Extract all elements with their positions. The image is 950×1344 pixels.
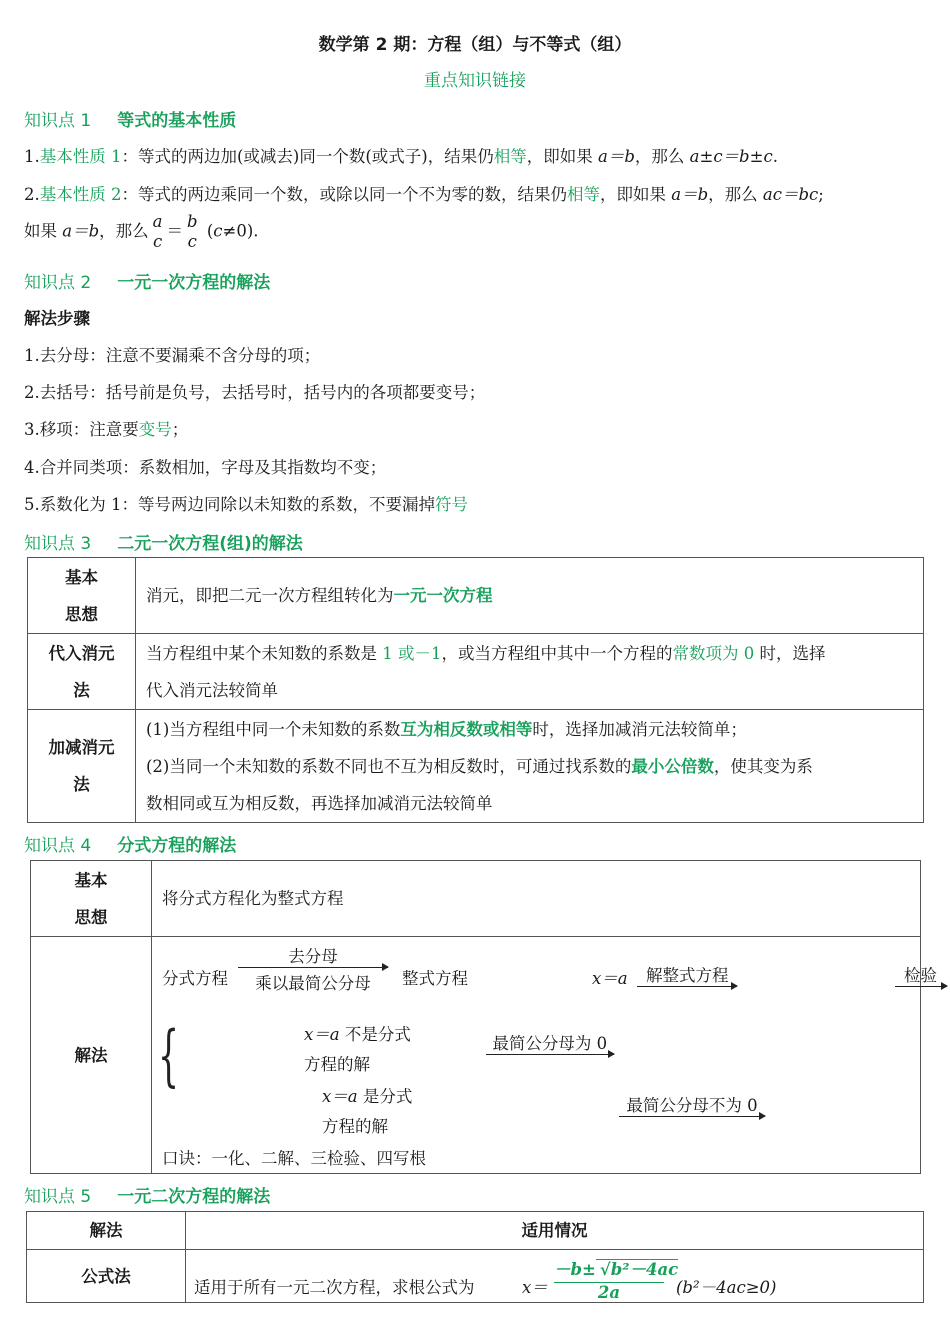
case-1-arrow: 最简公分母为 0	[486, 1034, 614, 1055]
row-head: 解法	[31, 937, 152, 1174]
case-2-result: x＝a 是分式	[322, 1087, 413, 1106]
flow-arrow-3: 检验	[895, 966, 947, 987]
solution-flow	[152, 937, 937, 1173]
step-1: 1.去分母：注意不要漏乘不含分母的项；	[24, 346, 321, 365]
kp1-number: 知识点 1	[24, 111, 92, 131]
keyword-equal: 相等	[567, 185, 600, 204]
kp1-property-2: 2.基本性质 2：等式的两边乘同一个数，或除以同一个不为零的数，结果仍相等，即如果 a＝b，那么 ac＝bc;	[24, 185, 824, 204]
kp4-table	[30, 860, 937, 1174]
kp1-property-2-division: 如果 a＝b，那么 a c ＝ b c (c≠0).	[24, 212, 259, 251]
steps-title: 解法步骤	[24, 309, 90, 328]
kp5-table	[26, 1211, 924, 1303]
row-head: 基本 思想	[31, 861, 152, 937]
row-body: 消元，即把二元一次方程组转化为一元一次方程	[136, 558, 924, 634]
row-head: 代入消元 法	[28, 634, 136, 710]
column-head-applicability: 适用情况	[186, 1212, 924, 1250]
kp5-number: 知识点 5	[24, 1187, 92, 1207]
keyword-linear-equation: 一元一次方程	[393, 586, 493, 605]
row-head: 公式法	[27, 1250, 186, 1303]
step-5: 5.系数化为 1：等号两边同除以未知数的系数，不要漏掉符号	[24, 495, 468, 514]
step-3: 3.移项：注意要变号；	[24, 420, 189, 439]
row-body: 适用于所有一元二次方程，求根公式为 x＝ －b± √b²－4ac 2a (b²－4ac≥0)	[186, 1250, 924, 1303]
case-1-result: x＝a 不是分式	[304, 1025, 411, 1044]
page-subtitle: 重点知识链接	[424, 71, 526, 91]
table-row	[31, 861, 921, 937]
row-body: 当方程组中某个未知数的系数是 1 或－1，或当方程组中其中一个方程的常数项为 0 时，选择 代入消元法较简单	[136, 634, 924, 710]
kp1-heading	[24, 106, 236, 131]
kp4-name: 分式方程的解法	[117, 836, 237, 856]
kp5-name: 一元二次方程的解法	[117, 1187, 271, 1207]
case-2-arrow: 最简公分母不为 0	[619, 1096, 765, 1117]
mnemonic: 口诀：一化、二解、三检验、四写根	[162, 1149, 426, 1168]
table-row	[27, 1250, 924, 1303]
kp3-number: 知识点 3	[24, 534, 92, 554]
keyword-opposite-or-equal: 互为相反数或相等	[400, 719, 533, 739]
row-body: (1)当方程组中同一个未知数的系数互为相反数或相等时，选择加减消元法较简单； (2)当同一个未知数的系数不同也不互为相反数时，可通过找系数的最小公倍数，使其变为系 数相同或互为相反数，再选择加减消元法较简单	[136, 710, 924, 823]
keyword-equal: 相等	[493, 147, 527, 166]
row-body: 将分式方程化为整式方程	[152, 861, 921, 937]
kp5-heading	[24, 1182, 270, 1207]
kp4-number: 知识点 4	[24, 836, 92, 856]
row-head: 基本 思想	[28, 558, 136, 634]
table-row	[28, 634, 924, 710]
brace: {	[158, 1017, 179, 1094]
kp2-number: 知识点 2	[24, 273, 92, 293]
quadratic-formula: －b± √b²－4ac 2a	[554, 1260, 679, 1302]
step-2: 2.去括号：括号前是负号，去括号时，括号内的各项都要变号；	[24, 383, 486, 402]
keyword-lcm: 最小公倍数	[631, 756, 714, 776]
property-1-label: 基本性质 1	[39, 147, 122, 166]
formula-condition: (b²－4ac≥0)	[676, 1278, 777, 1297]
step-4: 4.合并同类项：系数相加，字母及其指数均不变；	[24, 458, 387, 477]
keyword-coefficient: 1 或－1	[382, 643, 442, 663]
kp3-table	[27, 557, 924, 823]
column-head-method: 解法	[27, 1212, 186, 1250]
keyword-change-sign: 变号	[138, 420, 172, 439]
keyword-constant-zero: 常数项为 0	[672, 643, 755, 663]
case-1-result-tail: 方程的解	[304, 1055, 370, 1074]
flow-mid: 整式方程	[402, 969, 468, 988]
table-row	[31, 937, 921, 1174]
row-head: 加减消元 法	[28, 710, 136, 823]
flow-start: 分式方程	[162, 969, 228, 988]
case-2-result-tail: 方程的解	[322, 1117, 388, 1136]
kp2-name: 一元一次方程的解法	[117, 273, 271, 293]
kp3-heading	[24, 529, 303, 554]
property-2-label: 基本性质 2	[39, 185, 122, 204]
keyword-sign: 符号	[435, 495, 468, 514]
solution-flow-cell	[152, 937, 937, 1174]
table-header-row	[27, 1212, 924, 1250]
flow-result: x＝a	[592, 969, 628, 988]
table-row	[28, 558, 924, 634]
kp2-heading	[24, 268, 270, 293]
kp1-name: 等式的基本性质	[117, 111, 237, 131]
kp1-property-1: 1.基本性质 1：等式的两边加(或减去)同一个数(或式子)，结果仍相等，即如果 a＝b，那么 a±c＝b±c.	[24, 147, 778, 166]
fraction-a-over-c: a c	[152, 212, 163, 251]
page-title: 数学第 2 期：方程（组）与不等式（组）	[318, 35, 632, 55]
flow-arrow-1: 去分母 乘以最简公分母	[238, 947, 388, 994]
table-row	[28, 710, 924, 823]
fraction-b-over-c: b c	[187, 212, 198, 251]
flow-arrow-2: 解整式方程	[637, 966, 737, 987]
kp4-heading	[24, 831, 236, 856]
kp3-name: 二元一次方程(组)的解法	[117, 534, 303, 554]
